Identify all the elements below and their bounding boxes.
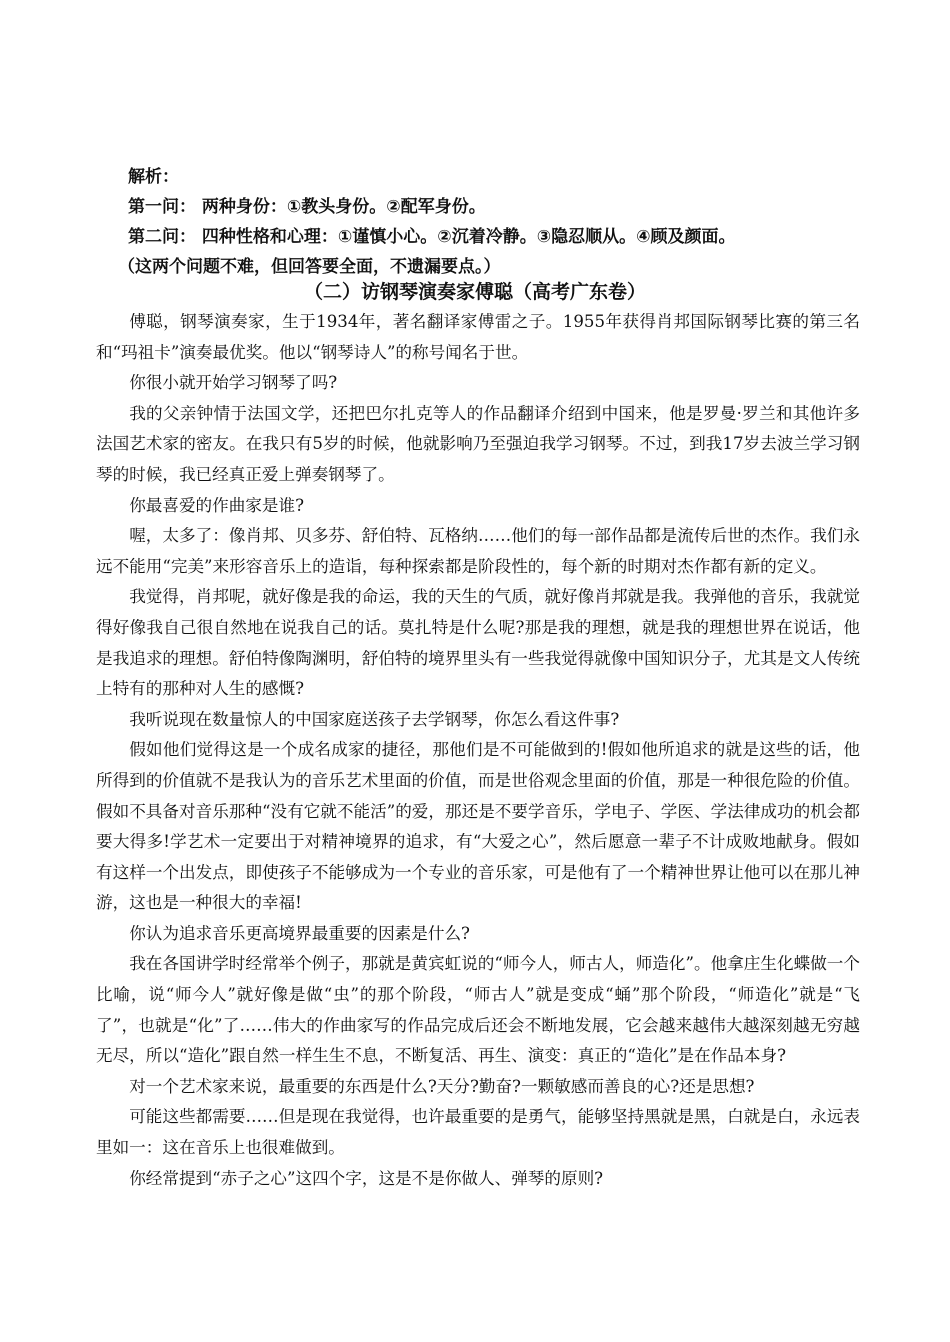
paragraph: 我觉得，肖邦呢，就好像是我的命运，我的天生的气质，就好像肖邦就是我。我弹他的音乐，我就觉得好像我自己很自然地在说我自己的话。莫扎特是什么呢?那是我的理想，就是我的理想世界在说话，他是我追求的理想。舒伯特像陶渊明，舒伯特的境界里头有一些我觉得就像中国知识分子，尤其是文人传统上特有的那种对人生的感慨?	[96, 587, 860, 699]
analysis-heading: 解析：	[128, 167, 179, 187]
analysis-question-2: 第二问： 四种性格和心理：①谨慎小心。②沉着冷静。③隐忍顺从。④顾及颜面。	[128, 227, 736, 247]
paragraph: 假如他们觉得这是一个成名成家的捷径，那他们是不可能做到的!假如他所追求的就是这些的话，他所得到的价值就不是我认为的音乐艺术里面的价值，而是世俗观念里面的价值，那是一种很危险的价值。假如不具备对音乐那种“没有它就不能活”的爱，那还是不要学音乐，学电子、学医、学法律成功的机会都要大得多!学艺术一定要出于对精神境界的追求，有“大爱之心”，然后愿意一辈子不计成败地献身。假如有这样一个出发点，即使孩子不能够成为一个专业的音乐家，可是他有了一个精神世界让他可以在那儿神游，这也是一种很大的幸福!	[96, 740, 860, 913]
paragraph: 你认为追求音乐更高境界最重要的因素是什么?	[129, 923, 470, 943]
analysis-section	[118, 162, 908, 282]
paragraph: 傅聪，钢琴演奏家，生于1934年，著名翻译家傅雷之子。1955年获得肖邦国际钢琴比赛的第三名和“玛祖卡”演奏最优奖。他以“钢琴诗人”的称号闻名于世。	[96, 312, 860, 362]
analysis-question-1: 第一问： 两种身份：①教头身份。②配军身份。	[128, 197, 486, 217]
paragraph: 喔，太多了：像肖邦、贝多芬、舒伯特、瓦格纳……他们的每一部作品都是流传后世的杰作。我们永远不能用“完美”来形容音乐上的造诣，每种探索都是阶段性的，每个新的时期对杰作都有新的定义。	[96, 526, 860, 576]
paragraph: 你最喜爱的作曲家是谁?	[129, 495, 305, 515]
paragraph: 你经常提到“赤子之心”这四个字，这是不是你做人、弹琴的原则?	[129, 1168, 604, 1188]
article-title: （二）访钢琴演奏家傅聪（高考广东卷）	[303, 281, 646, 303]
paragraph: 可能这些都需要……但是现在我觉得，也许最重要的是勇气，能够坚持黑就是黑，白就是白，永远表里如一：这在音乐上也很难做到。	[96, 1107, 860, 1158]
paragraph: 我的父亲钟情于法国文学，还把巴尔扎克等人的作品翻译介绍到中国来，他是罗曼·罗兰和其他许多法国艺术家的密友。在我只有5岁的时候，他就影响乃至强迫我学习钢琴。不过，到我17岁去波兰学习钢琴的时候，我已经真正爱上弹奏钢琴了。	[96, 403, 860, 484]
paragraph: 我在各国讲学时经常举个例子，那就是黄宾虹说的“师今人，师古人，师造化”。他拿庄生化蝶做一个比喻，说“师今人”就好像是做“虫”的那个阶段，“师古人”就是变成“蛹”那个阶段，“师造化”就是“飞了”，也就是“化”了……伟大的作曲家写的作品完成后还会不断地发展，它会越来越伟大越深刻越无穷越无尽，所以“造化”跟自然一样生生不息，不断复活、再生、演变：真正的“造化”是在作品本身?	[96, 954, 860, 1066]
paragraph: 对一个艺术家来说，最重要的东西是什么?天分?勤奋?一颗敏感而善良的心?还是思想?	[129, 1076, 755, 1096]
paragraph: 我听说现在数量惊人的中国家庭送孩子去学钢琴，你怎么看这件事?	[129, 709, 620, 729]
article-body	[96, 307, 860, 1194]
paragraph: 你很小就开始学习钢琴了吗?	[129, 373, 338, 393]
analysis-note: （这两个问题不难，但回答要全面，不遗漏要点。）	[118, 257, 501, 277]
